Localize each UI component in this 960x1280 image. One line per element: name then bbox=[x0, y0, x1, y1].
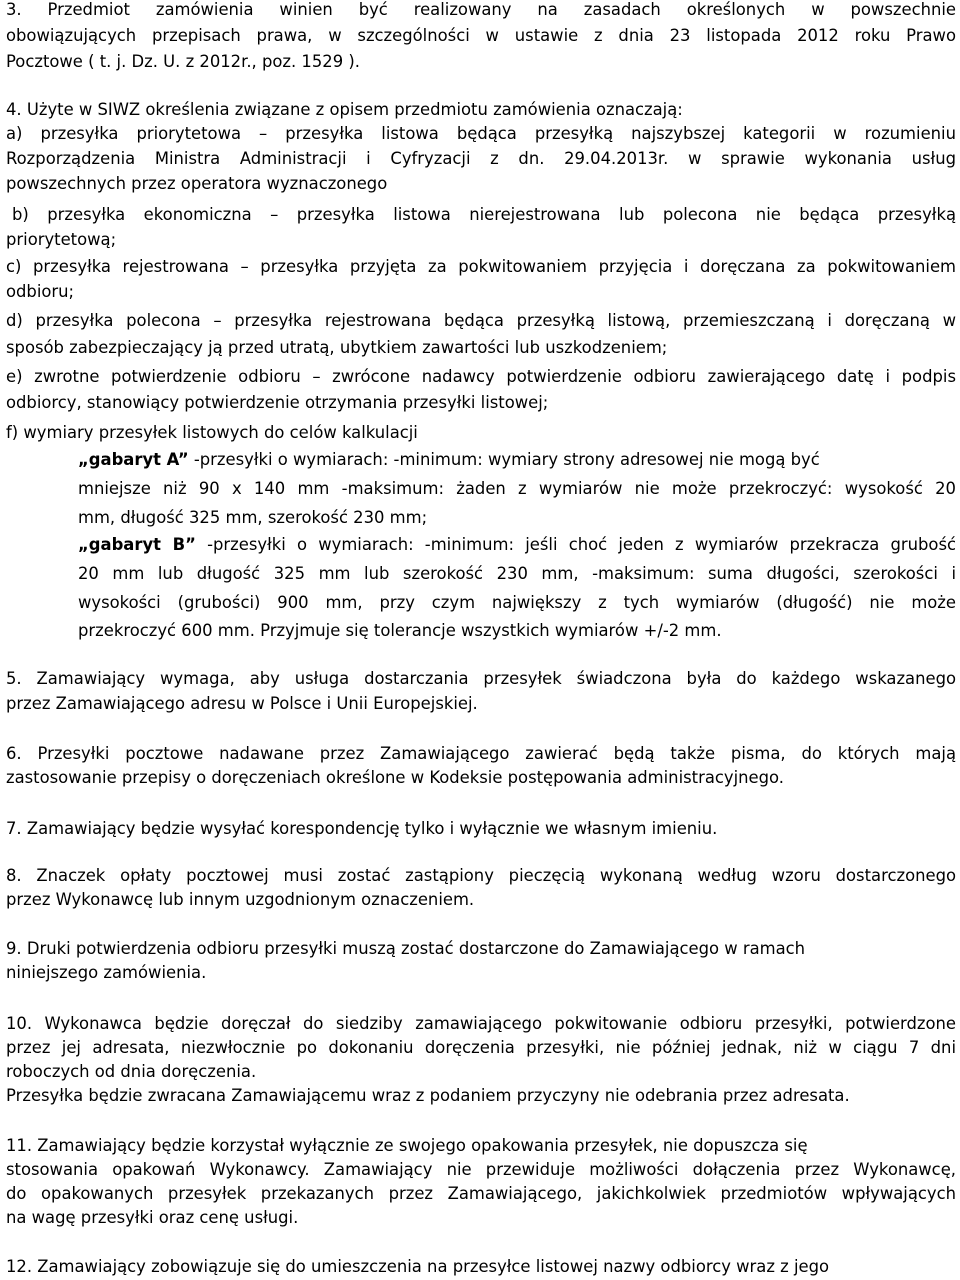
p9-line-2: niniejszego zamówienia. bbox=[6, 963, 207, 982]
p11-line-3: do opakowanych przesyłek przekazanych przez Zamawiającego, jakichkolwiek przedmiotów wpływających bbox=[6, 1184, 956, 1203]
p4-intro: 4. Użyte w SIWZ określenia związane z opisem przedmiotu zamówienia oznaczają: bbox=[6, 100, 683, 119]
p12-line-1: 12. Zamawiający zobowiązuje się do umieszczenia na przesyłce listowej nazwy odbiorcy wraz z jego bbox=[6, 1257, 830, 1276]
p6-line-2: zastosowanie przepisy o doręczeniach określone w Kodeksie postępowania administracyjnego. bbox=[6, 768, 784, 787]
p10-line-3: roboczych od dnia doręczenia. bbox=[6, 1062, 257, 1081]
p10-line-1: 10. Wykonawca będzie doręczał do siedziby zamawiającego pokwitowanie odbioru przesyłki, potwierdzone bbox=[6, 1014, 956, 1033]
p9-line-1: 9. Druki potwierdzenia odbioru przesyłki muszą zostać dostarczone do Zamawiającego w ramach bbox=[6, 939, 806, 958]
gabaryt-b-line-2: 20 mm lub długość 325 mm lub szerokość 230 mm, -maksimum: suma długości, szerokości i bbox=[78, 564, 956, 583]
p11-line-1: 11. Zamawiający będzie korzystał wyłącznie ze swojego opakowania przesyłek, nie dopuszcza się bbox=[6, 1136, 808, 1155]
p4-d-line-2: sposób zabezpieczający ją przed utratą, ubytkiem zawartości lub uszkodzeniem; bbox=[6, 338, 668, 357]
p11-line-2: stosowania opakowań Wykonawcy. Zamawiający nie przewiduje możliwości dołączenia przez Wykonawcę, bbox=[6, 1160, 956, 1179]
p10-line-2: przez jej adresata, niezwłocznie po dokonaniu doręczenia przesyłki, nie później jednak, niż w ciągu 7 dni bbox=[6, 1038, 956, 1057]
p4-c-line-1: c) przesyłka rejestrowana – przesyłka przyjęta za pokwitowaniem przyjęcia i doręczana za pokwitowaniem bbox=[6, 257, 956, 276]
p6-line-1: 6. Przesyłki pocztowe nadawane przez Zamawiającego zawierać będą także pisma, do których mają bbox=[6, 744, 956, 763]
p3-line-1: 3. Przedmiot zamówienia winien być realizowany na zasadach określonych w powszechnie bbox=[6, 0, 956, 19]
p7-line-1: 7. Zamawiający będzie wysyłać korespondencję tylko i wyłącznie we własnym imieniu. bbox=[6, 819, 718, 838]
gabaryt-b-text-1: -przesyłki o wymiarach: -minimum: jeśli choć jeden z wymiarów przekracza grubość bbox=[195, 535, 956, 554]
gabaryt-a-label: „gabaryt A” bbox=[78, 450, 189, 469]
p4-a-line-1: a) przesyłka priorytetowa – przesyłka listowa będąca przesyłką najszybszej kategorii w rozumieniu bbox=[6, 124, 956, 143]
p5-line-1: 5. Zamawiający wymaga, aby usługa dostarczania przesyłek świadczona była do każdego wskazanego bbox=[6, 669, 956, 688]
gabaryt-b-line-4: przekroczyć 600 mm. Przyjmuje się tolerancje wszystkich wymiarów +/-2 mm. bbox=[78, 621, 722, 640]
p4-e-line-1: e) zwrotne potwierdzenie odbioru – zwrócone nadawcy potwierdzenie odbioru zawierającego datę i podpis bbox=[6, 367, 956, 386]
gabaryt-a-line-2: mniejsze niż 90 x 140 mm -maksimum: żaden z wymiarów nie może przekroczyć: wysokość 20 bbox=[78, 479, 956, 498]
p4-d-line-1: d) przesyłka polecona – przesyłka rejestrowana będąca przesyłką listową, przemieszczaną i doręczaną w bbox=[6, 311, 956, 330]
p4-e-line-2: odbiorcy, stanowiący potwierdzenie otrzymania przesyłki listowej; bbox=[6, 393, 549, 412]
gabaryt-b-line-3: wysokości (grubości) 900 mm, przy czym największy z tych wymiarów (długość) nie może bbox=[78, 593, 956, 612]
p10-line-4: Przesyłka będzie zwracana Zamawiającemu wraz z podaniem przyczyny nie odebrania przez adresata. bbox=[6, 1086, 850, 1105]
p4-a-line-2: Rozporządzenia Ministra Administracji i Cyfryzacji z dn. 29.04.2013r. w sprawie wykonania usług bbox=[6, 149, 956, 168]
p8-line-1: 8. Znaczek opłaty pocztowej musi zostać zastąpiony pieczęcią wykonaną według wzoru dostarczonego bbox=[6, 866, 956, 885]
gabaryt-a-line-3: mm, długość 325 mm, szerokość 230 mm; bbox=[78, 508, 428, 527]
p4-b-line-2: priorytetową; bbox=[6, 230, 117, 249]
gabaryt-a-line-1 bbox=[78, 448, 956, 473]
p5-line-2: przez Zamawiającego adresu w Polsce i Unii Europejskiej. bbox=[6, 694, 478, 713]
p11-line-4: na wagę przesyłki oraz cenę usługi. bbox=[6, 1208, 299, 1227]
p4-a-line-3: powszechnych przez operatora wyznaczonego bbox=[6, 174, 388, 193]
gabaryt-b-label: „gabaryt B” bbox=[78, 535, 196, 554]
p4-c-line-2: odbioru; bbox=[6, 282, 75, 301]
gabaryt-b-line-1 bbox=[78, 533, 956, 558]
p3-line-3: Pocztowe ( t. j. Dz. U. z 2012r., poz. 1529 ). bbox=[6, 52, 360, 71]
p4-f-line-1: f) wymiary przesyłek listowych do celów kalkulacji bbox=[6, 423, 418, 442]
p3-line-2: obowiązujących przepisach prawa, w szczególności w ustawie z dnia 23 listopada 2012 roku Prawo bbox=[6, 26, 956, 45]
gabaryt-a-text-1: -przesyłki o wymiarach: -minimum: wymiary strony adresowej nie mogą być bbox=[188, 450, 820, 469]
p4-b-line-1: b) przesyłka ekonomiczna – przesyłka listowa nierejestrowana lub polecona nie będąca przesyłką bbox=[12, 205, 956, 224]
p8-line-2: przez Wykonawcę lub innym uzgodnionym oznaczeniem. bbox=[6, 890, 475, 909]
